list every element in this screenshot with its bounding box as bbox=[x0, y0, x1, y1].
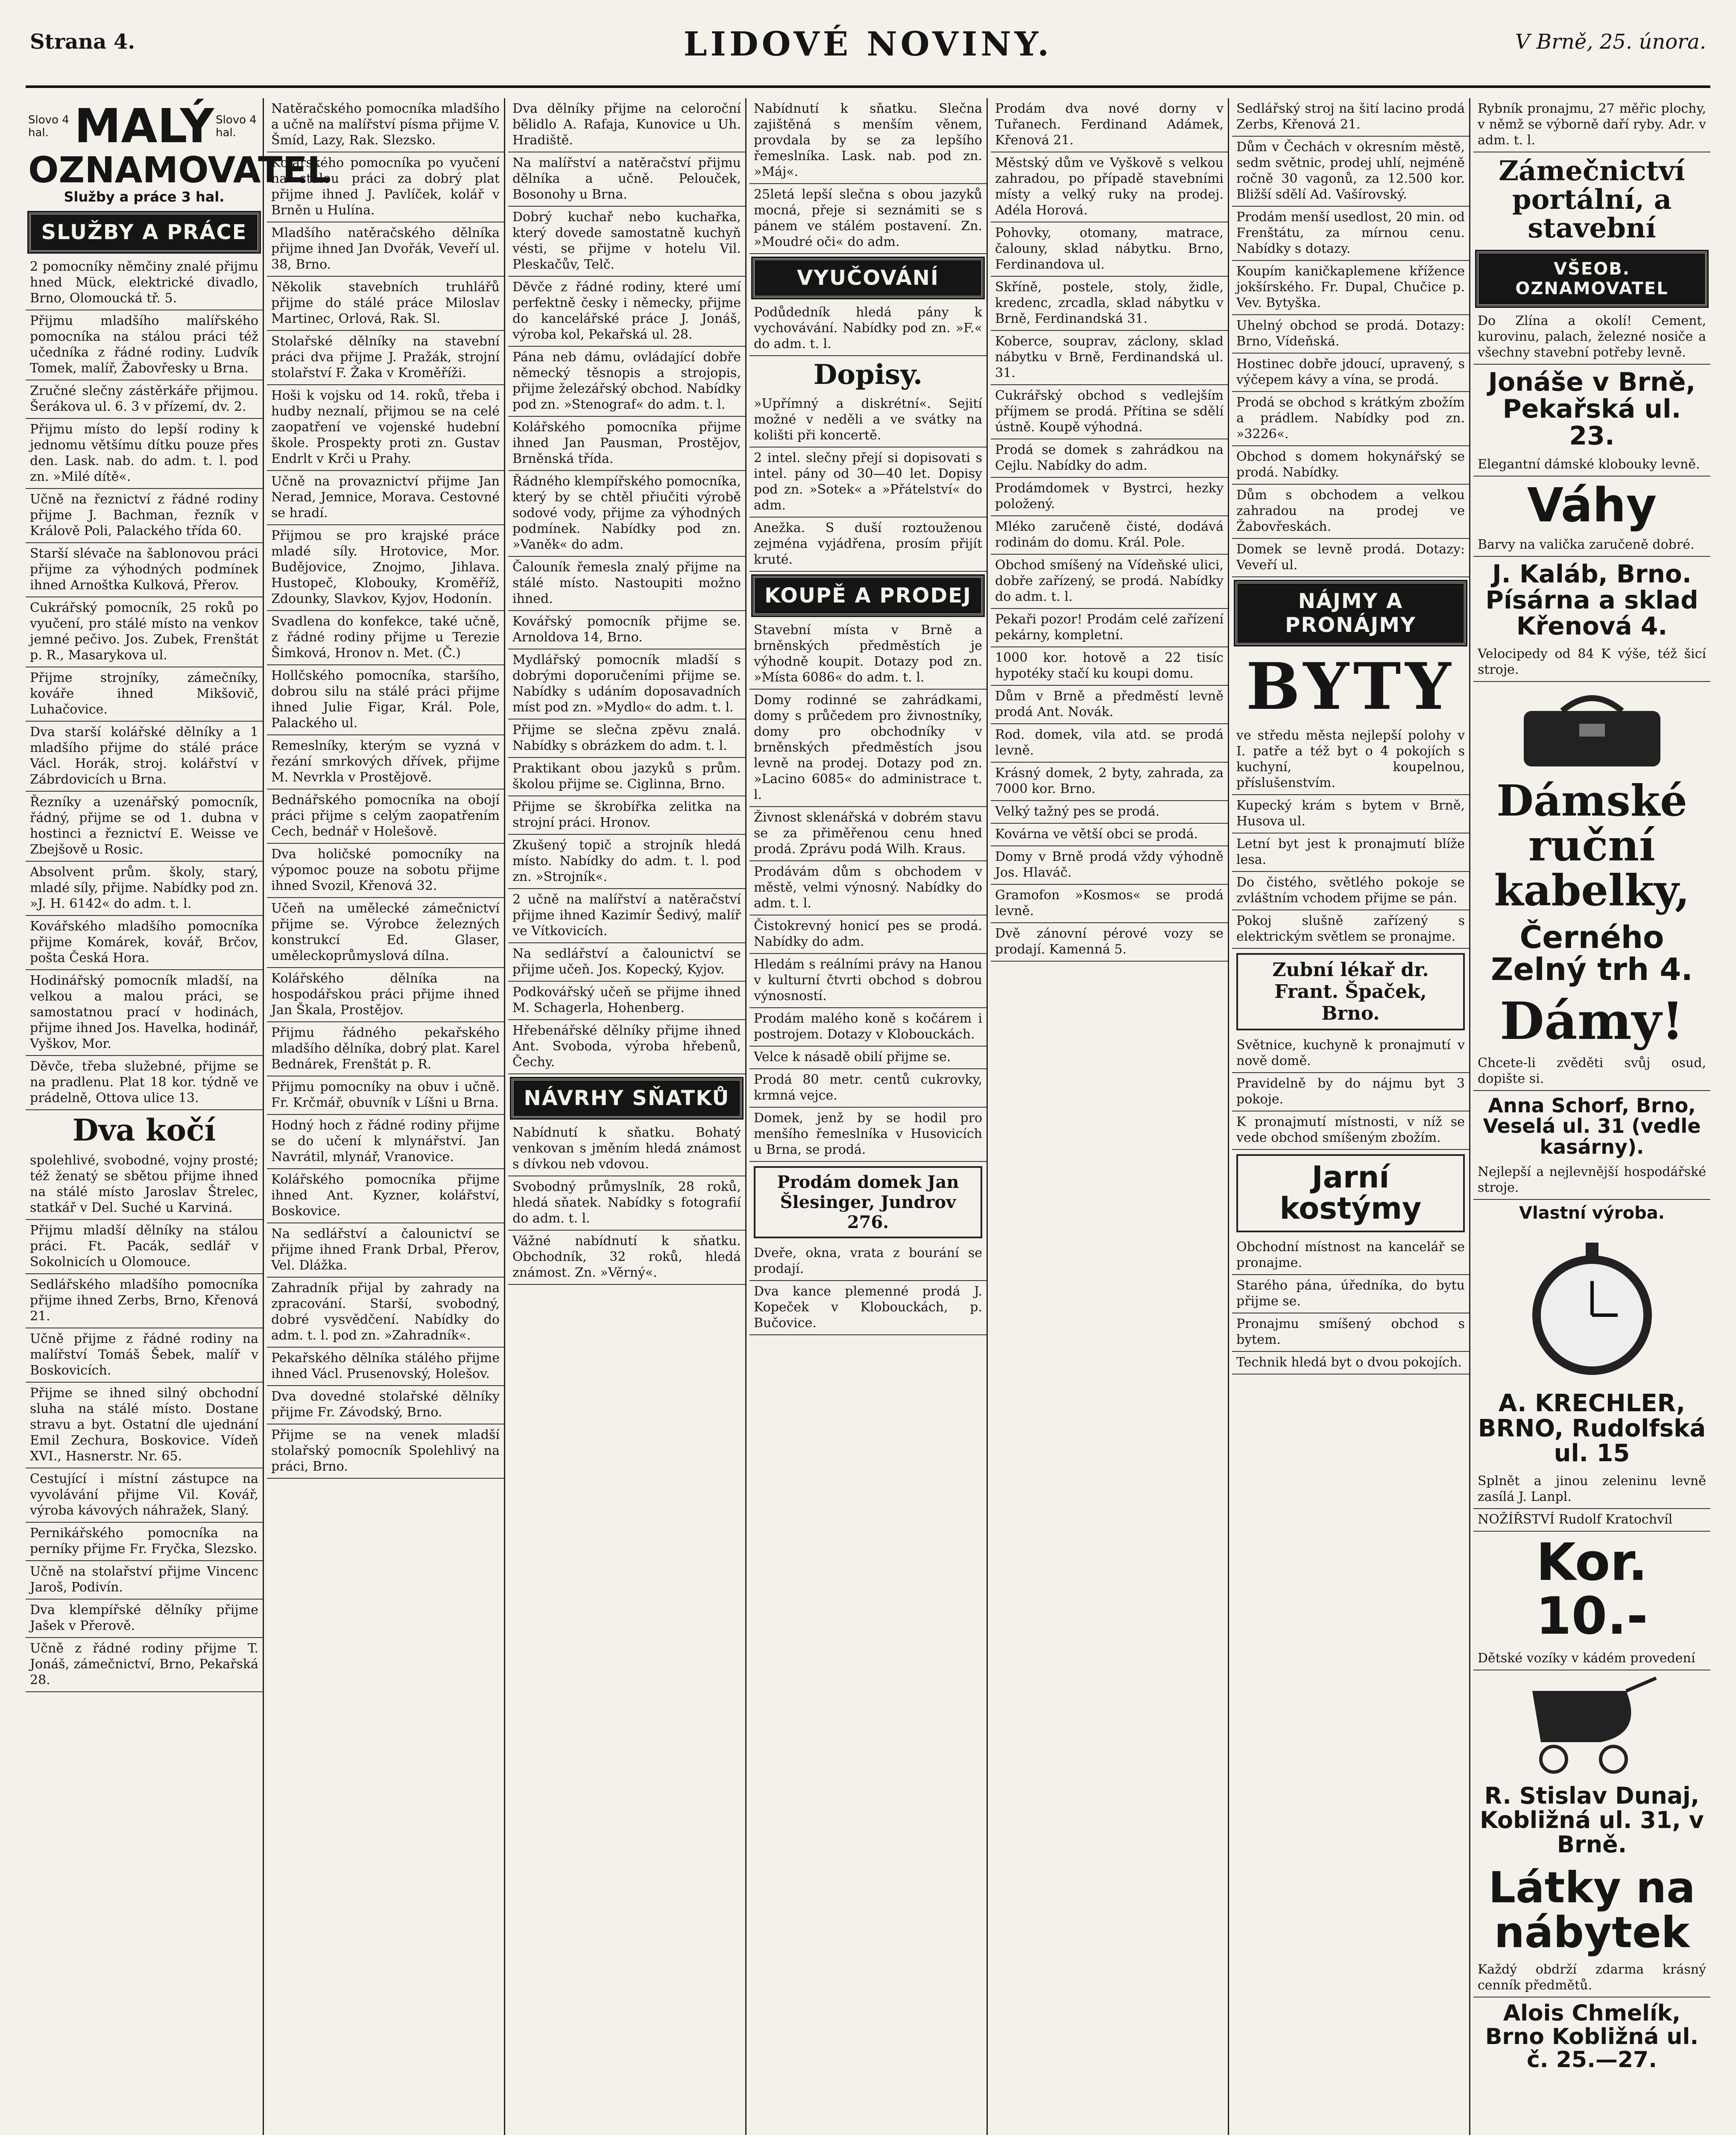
ad: Anežka. S duší roztouženou zejména vyjádřena, prosím přijít kruté. bbox=[749, 518, 987, 572]
ad-prodam-domek-box: Prodám domek Jan Šlesinger, Jundrov 276. bbox=[754, 1166, 982, 1238]
ad: Cukrářský obchod s vedlejším příjmem se prodá. Přítina se sdělí ústně. Koupě výhodná. bbox=[991, 385, 1228, 439]
header-services-price: Služby a práce 3 hal. bbox=[64, 188, 225, 205]
header-maly: MALÝ bbox=[74, 99, 214, 153]
ad: Rod. domek, vila atd. se prodá levně. bbox=[991, 724, 1228, 763]
ad: 25letá lepší slečna s obou jazyků mocná, přeje si seznámiti se s pánem ve stálém postavení. Zn. »Moudré oči« do adm. bbox=[749, 184, 987, 254]
ad: 2 intel. slečny přejí si dopisovati s intel. pány od 30—40 let. Dopisy pod zn. »Sotek« a »Přátelství« do adm. bbox=[749, 447, 987, 518]
classifieds-header bbox=[26, 98, 330, 208]
ad: Prodávám dům s obchodem v městě, velmi výnosný. Nabídky do adm. t. l. bbox=[749, 861, 987, 915]
ad-jarni-kostymy-box bbox=[1236, 1154, 1465, 1232]
column-1 bbox=[26, 98, 330, 2135]
ad: Přijmu pomocníky na obuv i učně. Fr. Krčmář, obuvník v Líšni u Brna. bbox=[267, 1076, 504, 1115]
ad: Obchod smíšený na Vídeňské ulici, dobře zařízený, se prodá. Nabídky do adm. t. l. bbox=[991, 555, 1228, 609]
newspaper-title: LIDOVÉ NOVINY. bbox=[683, 25, 1053, 64]
ad-chmelik: Alois Chmelík, Brno Kobližná ul. č. 25.—27. bbox=[1485, 2000, 1699, 2073]
ad: Splnět a jinou zeleninu levně zasílá J. Lanpl. bbox=[1473, 1471, 1710, 1509]
ad: Prodá se obchod s krátkým zbožím a prádlem. Nabídky pod zn. »3226«. bbox=[1232, 392, 1469, 446]
ad: Velký tažný pes se prodá. bbox=[991, 801, 1228, 824]
ad: Mléko zaručeně čisté, dodává rodinám do domu. Král. Pole. bbox=[991, 516, 1228, 555]
ad: Pravidelně by do nájmu byt 3 pokoje. bbox=[1232, 1073, 1469, 1111]
section-banner-buy-sell: KOUPĚ A PRODEJ bbox=[753, 576, 983, 615]
ad: Do Zlína a okolí! Cement, kurovinu, palach, železné nosiče a všechny stavební potřeby levně. bbox=[1473, 310, 1710, 365]
ad: Pána neb dámu, ovládající dobře německý těsnopis a strojopis, přijme železářský obchod. Nabídky pod zn. »Stenograf« do adm. t. l. bbox=[508, 347, 745, 417]
section-banner-rentals: NÁJMY A PRONÁJMY bbox=[1235, 582, 1466, 645]
ad: Učně na provaznictví přijme Jan Nerad, Jemnice, Morava. Cestovné se hradí. bbox=[267, 471, 504, 525]
ad: Velce k násadě obilí přijme se. bbox=[749, 1047, 987, 1069]
ad-headline-kor-10: Kor. 10.- bbox=[1536, 1533, 1648, 1647]
ad: Stavební místa v Brně a brněnských předměstích je výhodně koupit. Dotazy pod zn. »Místa 6086« do adm. t. l. bbox=[749, 620, 987, 690]
ad: Svobodný průmyslník, 28 roků, hledá sňatek. Nabídky s fotografií do adm. t. l. bbox=[508, 1176, 745, 1231]
ad: Sedlářského mladšího pomocníka přijme ihned Zerbs, Brno, Křenová 21. bbox=[26, 1274, 263, 1328]
ad: 2 pomocníky němčiny znalé přijmu hned Mück, elektrické divadlo, Brno, Olomoucká tř. 5. bbox=[26, 256, 263, 310]
ad: Bednářského pomocníka na obojí práci přijme s celým zaopatřením Cech, bednář v Holešově. bbox=[267, 790, 504, 844]
ad: Na malířství a natěračství přijmu dělníka a učně. Pelouček, Bosonohy u Brna. bbox=[508, 152, 745, 207]
ad-headline-damske: Dámské ruční kabelky, bbox=[1494, 775, 1690, 915]
ad-dunaj: R. Stislav Dunaj, Kobližná ul. 31, v Brně. bbox=[1480, 1782, 1704, 1858]
ad: Starší slévače na šablonovou práci přijme za výhodných podmínek ihned Arnoštka Kulková, Přerov. bbox=[26, 543, 263, 597]
ad: Prodámdomek v Bystrci, hezky položený. bbox=[991, 478, 1228, 516]
ad: Dům s obchodem a velkou zahradou na prodej ve Žabovřeskách. bbox=[1232, 485, 1469, 539]
ad: Dva holičské pomocníky na výpomoc pouze na sobotu přijme ihned Svozil, Křenová 32. bbox=[267, 844, 504, 898]
ad: Městský dům ve Vyškově s velkou zahradou, po případě stavebními místy a velký ruky na prodej. Adéla Horová. bbox=[991, 152, 1228, 222]
ad: ve středu města nejlepší polohy v I. patře a též byt o 4 pokojích s kuchyní, koupelnou, příslušenstvím. bbox=[1232, 725, 1469, 795]
ad: Děvče z řádné rodiny, které umí perfektně česky i německy, přijme do kancelářské práce J. Jonáš, výroba kol, Pekařská ul. 28. bbox=[508, 277, 745, 347]
ad: Letní byt jest k pronajmutí blíže lesa. bbox=[1232, 834, 1469, 872]
ad-cerneho: Černého Zelný trh 4. bbox=[1491, 919, 1693, 988]
newspaper-page bbox=[26, 17, 1710, 2135]
ad: Kovářského mladšího pomocníka přijme Komárek, kovář, Brčov, pošta Česká Hora. bbox=[26, 916, 263, 970]
ad: Uhelný obchod se prodá. Dotazy: Brno, Vídeňská. bbox=[1232, 315, 1469, 354]
ad: Skříně, postele, stoly, židle, kredenc, zrcadla, sklad nábytku v Brně, Ferdinandská 31. bbox=[991, 277, 1228, 331]
ad: Zručné slečny zástěrkáře přijmou. Šerákova ul. 6. 3 v přízemí, dv. 2. bbox=[26, 380, 263, 419]
ad: Přijmou se pro krajské práce mladé síly. Hrotovice, Mor. Budějovice, Znojmo, Jihlava. Hustopeč, Klobouky, Kroměříž, Zdounky, Slavkov, Kyjov, Hodonín. bbox=[267, 525, 504, 611]
ad: Přijmu místo do lepší rodiny k jednomu většímu dítku pouze přes den. Lask. nab. do adm. t. l. pod zn. »Milé dítě«. bbox=[26, 419, 263, 489]
ad: Učně na stolařství přijme Vincenc Jaroš, Podivín. bbox=[26, 1561, 263, 1600]
ad-vlastni-vyroba: Vlastní výroba. bbox=[1519, 1203, 1665, 1223]
ad: Pekaři pozor! Prodám celé zařízení pekárny, kompletní. bbox=[991, 609, 1228, 647]
ad: Do čistého, světlého pokoje se zvláštním vchodem přijme se pán. bbox=[1232, 872, 1469, 910]
ad: Přijme strojníky, zámečníky, kováře ihned Mikšovič, Luhačovice. bbox=[26, 667, 263, 722]
ad: Hodinářský pomocník mladší, na velkou a malou práci, se samostatnou prací v hodinách, přijme ihned Jos. Havelka, hodinář, Vyškov, Mor. bbox=[26, 970, 263, 1056]
ad: Hledám s reálními právy na Hanou v kulturní čtvrti obchod s dobrou výnosností. bbox=[749, 954, 987, 1008]
ad: Řádného klempířského pomocníka, který by se chtěl přiučiti výrobě sodové vody, přijme za výhodných podmínek. Nabídky pod zn. »Vaněk« do adm. bbox=[508, 471, 745, 557]
ad: Mydlářský pomocník mladší s dobrými doporučeními přijme se. Nabídky s udáním doposavadních míst pod zn. »Mydlo« do adm. t. l. bbox=[508, 649, 745, 719]
ad: Řezníky a uzenářský pomocník, řádný, přijme se od 1. dubna v hostinci a řeznictví E. Weisse ve Zbejšově u Rosic. bbox=[26, 792, 263, 862]
ad: Světnice, kuchyně k pronajmutí v nově domě. bbox=[1232, 1035, 1469, 1073]
ad: Dva dělníky přijme na celoroční bělidlo A. Rafaja, Kunovice u Uh. Hradiště. bbox=[508, 98, 745, 152]
column-6 bbox=[1232, 98, 1470, 2135]
ad: Děvče, třeba služebné, přijme se na pradlenu. Plat 18 kor. týdně ve prádelně, Ottova ulice 13. bbox=[26, 1056, 263, 1110]
ad: Čistokrevný honicí pes se prodá. Nabídky do adm. bbox=[749, 915, 987, 954]
column-2 bbox=[267, 98, 505, 2135]
ad: Zkušený topič a strojník hledá místo. Nabídky do adm. t. l. pod zn. »Strojník«. bbox=[508, 835, 745, 889]
ad: Koberce, souprav, záclony, sklad nábytku v Brně, Ferdinandská ul. 31. bbox=[991, 331, 1228, 385]
ad: Podůdedník hledá pány k vychovávání. Nabídky pod zn. »F.« do adm. t. l. bbox=[749, 302, 987, 356]
section-header-letters: Dopisy. bbox=[813, 359, 923, 391]
ad: Přijmu mladší dělníky na stálou práci. Ft. Pacák, sedlář v Sokolnicích u Olomouce. bbox=[26, 1220, 263, 1274]
ad: Praktikant obou jazyků s prům. školou přijme se. Ciglinna, Brno. bbox=[508, 758, 745, 796]
ad: Zahradník přijal by zahrady na zpracování. Starší, svobodný, dobré vysvědčení. Nabídky do adm. t. l. pod zn. »Zahradník«. bbox=[267, 1278, 504, 1348]
ad: Přijme se slečna zpěvu znalá. Nabídky s obrázkem do adm. t. l. bbox=[508, 719, 745, 758]
ad: Hollčského pomocníka, staršího, dobrou silu na stálé práci přijme ihned Julie Figar, Král. Pole, Palackého ul. bbox=[267, 665, 504, 735]
ad: Kolářského pomocníka přijme ihned Ant. Kyzner, kolářství, Boskovice. bbox=[267, 1169, 504, 1223]
ad: Koupím kaničkaplemene křížence jokšírského. Fr. Dupal, Chučice p. Vev. Bytyška. bbox=[1232, 261, 1469, 315]
ad-headline-vahy: Váhy bbox=[1527, 477, 1657, 532]
ad: Přijme se ihned silný obchodní sluha na stálé místo. Dostane stravu a byt. Ostatní dle ujednání Emil Zechura, Boskovice. Vídeň XVI., Hasnerstr. Nr. 65. bbox=[26, 1383, 263, 1468]
ad: Dobrý kuchař nebo kuchařka, který dovede samostatně kuchyň vésti, se přijme v hotelu Vil. Pleskačův, Telč. bbox=[508, 207, 745, 277]
ad: Pekařského dělníka stálého přijme ihned Václ. Prusenovský, Holešov. bbox=[267, 1348, 504, 1386]
ad: NOŽÍŘSTVÍ Rudolf Kratochvíl bbox=[1473, 1509, 1710, 1532]
ad: Svadlena do konfekce, také učně, z řádné rodiny přijme u Terezie Šimková, Hronov n. Met. (Č.) bbox=[267, 611, 504, 665]
ad: Několik stavebních truhlářů přijme do stálé práce Miloslav Martinec, Orlová, Rak. Sl. bbox=[267, 277, 504, 331]
ad: Podkovářský učeň se přijme ihned M. Schagerla, Hohenberg. bbox=[508, 982, 745, 1020]
issue-date: V Brně, 25. února. bbox=[1515, 30, 1706, 54]
ad: Obchodní místnost na kancelář se pronajme. bbox=[1232, 1237, 1469, 1275]
ad: Sedlářský stroj na šití lacino prodá Zerbs, Křenová 21. bbox=[1232, 98, 1469, 137]
ad: Přijme se škrobířka zelitka na strojní práci. Hronov. bbox=[508, 796, 745, 835]
column-5 bbox=[991, 98, 1229, 2135]
ad: Každý obdrží zdarma krásný cenník předmětů. bbox=[1473, 1959, 1710, 1998]
ad: Učně přijme z řádné rodiny na malířství Tomáš Šebek, malíř v Boskovicích. bbox=[26, 1328, 263, 1383]
ad: Hostinec dobře jdoucí, upravený, s výčepem kávy a vína, se prodá. bbox=[1232, 354, 1469, 392]
ad-dentist-box: Zubní lékař dr. Frant. Špaček, Brno. bbox=[1236, 953, 1465, 1030]
ad: Na sedlářství a čalounictví se přijme učeň. Jos. Kopecký, Kyjov. bbox=[508, 943, 745, 982]
ad: Dva klempířské dělníky přijme Jašek v Přerově. bbox=[26, 1600, 263, 1638]
ad: Nabídnutí k sňatku. Bohatý venkovan s jměním hledá známost s dívkou neb vdovou. bbox=[508, 1122, 745, 1176]
column-4 bbox=[749, 98, 988, 2135]
ad: Domek, jenž by se hodil pro menšího řemeslníka v Husovicích u Brna, se prodá. bbox=[749, 1108, 987, 1162]
column-7 bbox=[1473, 98, 1710, 2135]
ad: 2 učně na malířství a natěračství přijme ihned Kazimír Šedivý, malíř ve Vítkovicích. bbox=[508, 889, 745, 943]
ad: Dům v Čechách v okresním městě, sedm světnic, prodej uhlí, nejméně ročně 30 vagonů, za 12.500 kor. Bližší sdělí Ad. Vašírovský. bbox=[1232, 137, 1469, 207]
ad: Prodá se domek s zahrádkou na Cejlu. Nabídky do adm. bbox=[991, 439, 1228, 478]
ad: Krásný domek, 2 byty, zahrada, za 7000 kor. Brno. bbox=[991, 763, 1228, 801]
ad-headline-byty: BYTY bbox=[1246, 649, 1455, 724]
ad: 1000 kor. hotově a 22 tisíc hypotéky stačí ku koupi domu. bbox=[991, 647, 1228, 686]
baby-carriage-illustration bbox=[1515, 1674, 1669, 1776]
ad: Pohovky, otomany, matrace, čalouny, sklad nábytku. Brno, Ferdinandova ul. bbox=[991, 222, 1228, 277]
ad: Živnost sklenářská v dobrém stavu se za přiměřenou cenu hned prodá. Zprávu podá Wilh. Kraus. bbox=[749, 807, 987, 861]
ad: Kovářský pomocník přijme se. Arnoldova 14, Brno. bbox=[508, 611, 745, 649]
ad: Kolářského pomocníka přijme ihned Jan Pausman, Prostějov, Brněnská třída. bbox=[508, 417, 745, 471]
ad: Kovárna ve větší obci se prodá. bbox=[991, 824, 1228, 846]
ad: Absolvent prům. školy, starý, mladé síly, přijme. Nabídky pod zn. »J. H. 6142« do adm. t. l. bbox=[26, 862, 263, 916]
ad: Přijmu mladšího malířského pomocníka na stálou práci též učedníka z řádné rodiny. Ludvík Tomek, malíř, Žabovřesky u Brna. bbox=[26, 310, 263, 380]
masthead bbox=[26, 17, 1710, 88]
section-banner-marriage: NÁVRHY SŇATKŮ bbox=[512, 1079, 742, 1118]
section-banner-teaching: VYUČOVÁNÍ bbox=[753, 258, 983, 298]
ad: Dva kance plemenné prodá J. Kopeček v Klobouckách, p. Bučovice. bbox=[749, 1281, 987, 1335]
ad: Hřebenářské dělníky přijme ihned Ant. Svoboda, výroba hřebenů, Čechy. bbox=[508, 1020, 745, 1074]
ad: Dětské vozíky v kádém provedení bbox=[1473, 1648, 1710, 1670]
ad: Čalouník řemesla znalý přijme na stálé místo. Nastoupiti možno ihned. bbox=[508, 557, 745, 611]
ad: Velocipedy od 84 K výše, též šicí stroje. bbox=[1473, 643, 1710, 682]
ad: Pernikářského pomocníka na perníky přijme Fr. Fryčka, Slezsko. bbox=[26, 1523, 263, 1561]
ad: Kupecký krám s bytem v Brně, Husova ul. bbox=[1232, 795, 1469, 834]
ad: Učně z řádné rodiny přijme T. Jonáš, zámečnictví, Brno, Pekařská 28. bbox=[26, 1638, 263, 1692]
ad: Přijme se na venek mladší stolařský pomocník Spolehlivý na práci, Brno. bbox=[267, 1424, 504, 1479]
ad: Chcete-li zvěděti svůj osud, dopište si. bbox=[1473, 1053, 1710, 1091]
ad: Hodný hoch z řádné rodiny přijme se do učení k mlynářství. Jan Navrátil, mlynář, Vranovice. bbox=[267, 1115, 504, 1169]
ad: Na sedlářství a čalounictví se přijme ihned Frank Drbal, Přerov, Vel. Dlážka. bbox=[267, 1223, 504, 1278]
ad: Stolařské dělníky na stavební práci dva přijme J. Pražák, strojní stolařství F. Žaka v Kroměříži. bbox=[267, 331, 504, 385]
ad: Učeň na umělecké zámečnictví přijme se. Výrobce železných konstrukcí Ed. Glaser, uměleckoprůmyslová dílna. bbox=[267, 898, 504, 968]
header-oznamovatel: OZNAMOVATEL bbox=[28, 149, 330, 191]
section-banner-services: SLUŽBY A PRÁCE bbox=[29, 213, 259, 252]
ad: Dveře, okna, vrata z bourání se prodají. bbox=[749, 1243, 987, 1281]
word-price-right: Slovo 4 hal. bbox=[216, 113, 257, 139]
ad: Pronajmu smíšený obchod s bytem. bbox=[1232, 1313, 1469, 1352]
ad: Prodá 80 metr. centů cukrovky, krmná vejce. bbox=[749, 1069, 987, 1108]
ad: Hoši k vojsku od 14. roků, třeba i hudby neznalí, přijmou se na celé zaopatření ve vojenské hudební škole. Prospekty proti zn. Gustav Endrlt v Krči u Prahy. bbox=[267, 385, 504, 471]
ad: Dvě zánovní pérové vozy se prodají. Kamenná 5. bbox=[991, 923, 1228, 962]
ad-headline-latky: Látky na nábytek bbox=[1488, 1863, 1695, 1958]
ad-kalab: J. Kaláb, Brno. Písárna a sklad Křenová 4. bbox=[1485, 559, 1698, 640]
ad: Dva dovedné stolařské dělníky přijme Fr. Závodský, Brno. bbox=[267, 1386, 504, 1424]
ad-annachorf: Anna Schorf, Brno, Veselá ul. 31 (vedle kasárny). bbox=[1483, 1094, 1701, 1158]
ad: Technik hledá byt o dvou pokojích. bbox=[1232, 1352, 1469, 1375]
ad: Kolářského dělníka na hospodářskou práci přijme ihned Jan Škala, Prostějov. bbox=[267, 968, 504, 1022]
ad: Prodám menší usedlost, 20 min. od Frenštátu, za mírnou cenu. Nabídky s dotazy. bbox=[1232, 207, 1469, 261]
ad: Kolářského pomocníka po vyučení na stálou práci za dobrý plat přijme ihned J. Pavlíček, kolář v Brněn u Hulína. bbox=[267, 152, 504, 222]
ad: Natěračského pomocníka mladšího a učně na malířství písma přijme V. Šmíd, Lazy, Rak. Slezsko. bbox=[267, 98, 504, 152]
ad: Rybník pronajmu, 27 měřic plochy, v němž se výborně daří ryby. Adr. v adm. t. l. bbox=[1473, 98, 1710, 152]
ad: Pokoj slušně zařízený s elektrickým světlem se pronajme. bbox=[1232, 910, 1469, 949]
column-3 bbox=[508, 98, 747, 2135]
ad-headline-damy: Dámy! bbox=[1499, 991, 1684, 1051]
ad: Prodám dva nové dorny v Tuřanech. Ferdinand Adámek, Křenová 21. bbox=[991, 98, 1228, 152]
handbag-illustration bbox=[1515, 685, 1669, 771]
section-banner-general: VŠEOB. OZNAMOVATEL bbox=[1477, 252, 1707, 306]
ad: Domy rodinné se zahrádkami, domy s průčedem pro živnostníky, domy pro obchodníky v brněnských předměstích jsou levně na prodej. Dotazy pod zn. »Lacino 6085« do administrace t. l. bbox=[749, 690, 987, 807]
ad: K pronajmutí místnosti, v níž se vede obchod smíšeným zbožím. bbox=[1232, 1111, 1469, 1150]
ad: Vážné nabídnutí k sňatku. Obchodník, 32 roků, hledá známost. Zn. »Věrný«. bbox=[508, 1231, 745, 1285]
ad-headline-dva-koci: Dva kočí bbox=[72, 1112, 216, 1148]
ad: Dům v Brně a předměstí levně prodá Ant. Novák. bbox=[991, 686, 1228, 724]
ad: Domek se levně prodá. Dotazy: Veveří ul. bbox=[1232, 539, 1469, 577]
ad-headline-zamecnictvi: Zámečnictví portální, a stavební bbox=[1499, 155, 1685, 245]
word-price-left: Slovo 4 hal. bbox=[28, 113, 69, 139]
ad: Nabídnutí k sňatku. Slečna zajištěná s menším věnem, provdala by se za lepšího řemeslníka. Lask. nab. pod zn. »Máj«. bbox=[749, 98, 987, 184]
ad-jonase: Jonáše v Brně, Pekařská ul. 23. bbox=[1488, 367, 1696, 451]
ad-jarni-kostymy: Jarní kostýmy bbox=[1279, 1159, 1422, 1226]
ad: Mladšího natěračského dělníka přijme ihned Jan Dvořák, Veveří ul. 38, Brno. bbox=[267, 222, 504, 277]
columns bbox=[26, 98, 1710, 2135]
page-number: Strana 4. bbox=[30, 30, 135, 54]
ad: »Upřímný a diskrétní«. Sejití možné v neděli a ve svátky na kolišti při koncertě. bbox=[749, 393, 987, 447]
ad-krechler: A. KRECHLER, BRNO, Rudolfská ul. 15 bbox=[1478, 1389, 1706, 1468]
ad: Cestující i místní zástupce na vyvolávání přijme Vil. Kovář, výroba kávových náhražek, Slaný. bbox=[26, 1468, 263, 1523]
ad: Přijmu řádného pekařského mladšího dělníka, dobrý plat. Karel Bednárek, Frenštát p. R. bbox=[267, 1022, 504, 1076]
ad: Starého pána, úředníka, do bytu přijme se. bbox=[1232, 1275, 1469, 1313]
ad: Elegantní dámské klobouky levně. bbox=[1473, 454, 1710, 477]
ad: Dva starší kolářské dělníky a 1 mladšího přijme do stálé práce Václ. Horák, stroj. kolářství v Zábrdovicích u Brna. bbox=[26, 722, 263, 792]
ad: Prodám malého koně s kočárem i postrojem. Dotazy v Klobouckách. bbox=[749, 1008, 987, 1047]
ad: Barvy na valička zaručeně dobré. bbox=[1473, 534, 1710, 557]
ad: spolehlivé, svobodné, vojny prosté; též ženatý se sbětou přijme ihned na stálé místo Jaroslav Štrelec, statkář v Del. Suché u Karviná. bbox=[26, 1150, 263, 1220]
ad: Nejlepší a nejlevnější hospodářské stroje. bbox=[1473, 1161, 1710, 1200]
pocket-watch-illustration bbox=[1528, 1230, 1656, 1383]
ad: Učně na řeznictví z řádné rodiny přijme J. Bachman, řezník v Králově Poli, Palackého třída 60. bbox=[26, 489, 263, 543]
ad: Obchod s domem hokynářský se prodá. Nabídky. bbox=[1232, 446, 1469, 485]
ad: Domy v Brně prodá vždy výhodně Jos. Hlaváč. bbox=[991, 846, 1228, 885]
ad: Remeslníky, kterým se vyzná v řezání smrkových dřívek, přijme M. Nevrkla v Prostějově. bbox=[267, 735, 504, 790]
ad: Gramofon »Kosmos« se prodá levně. bbox=[991, 885, 1228, 923]
ad: Cukrářský pomocník, 25 roků po vyučení, pro stálé místo na venkov jemné pečivo. Jos. Zubek, Frenštát p. R., Masarykova ul. bbox=[26, 597, 263, 667]
